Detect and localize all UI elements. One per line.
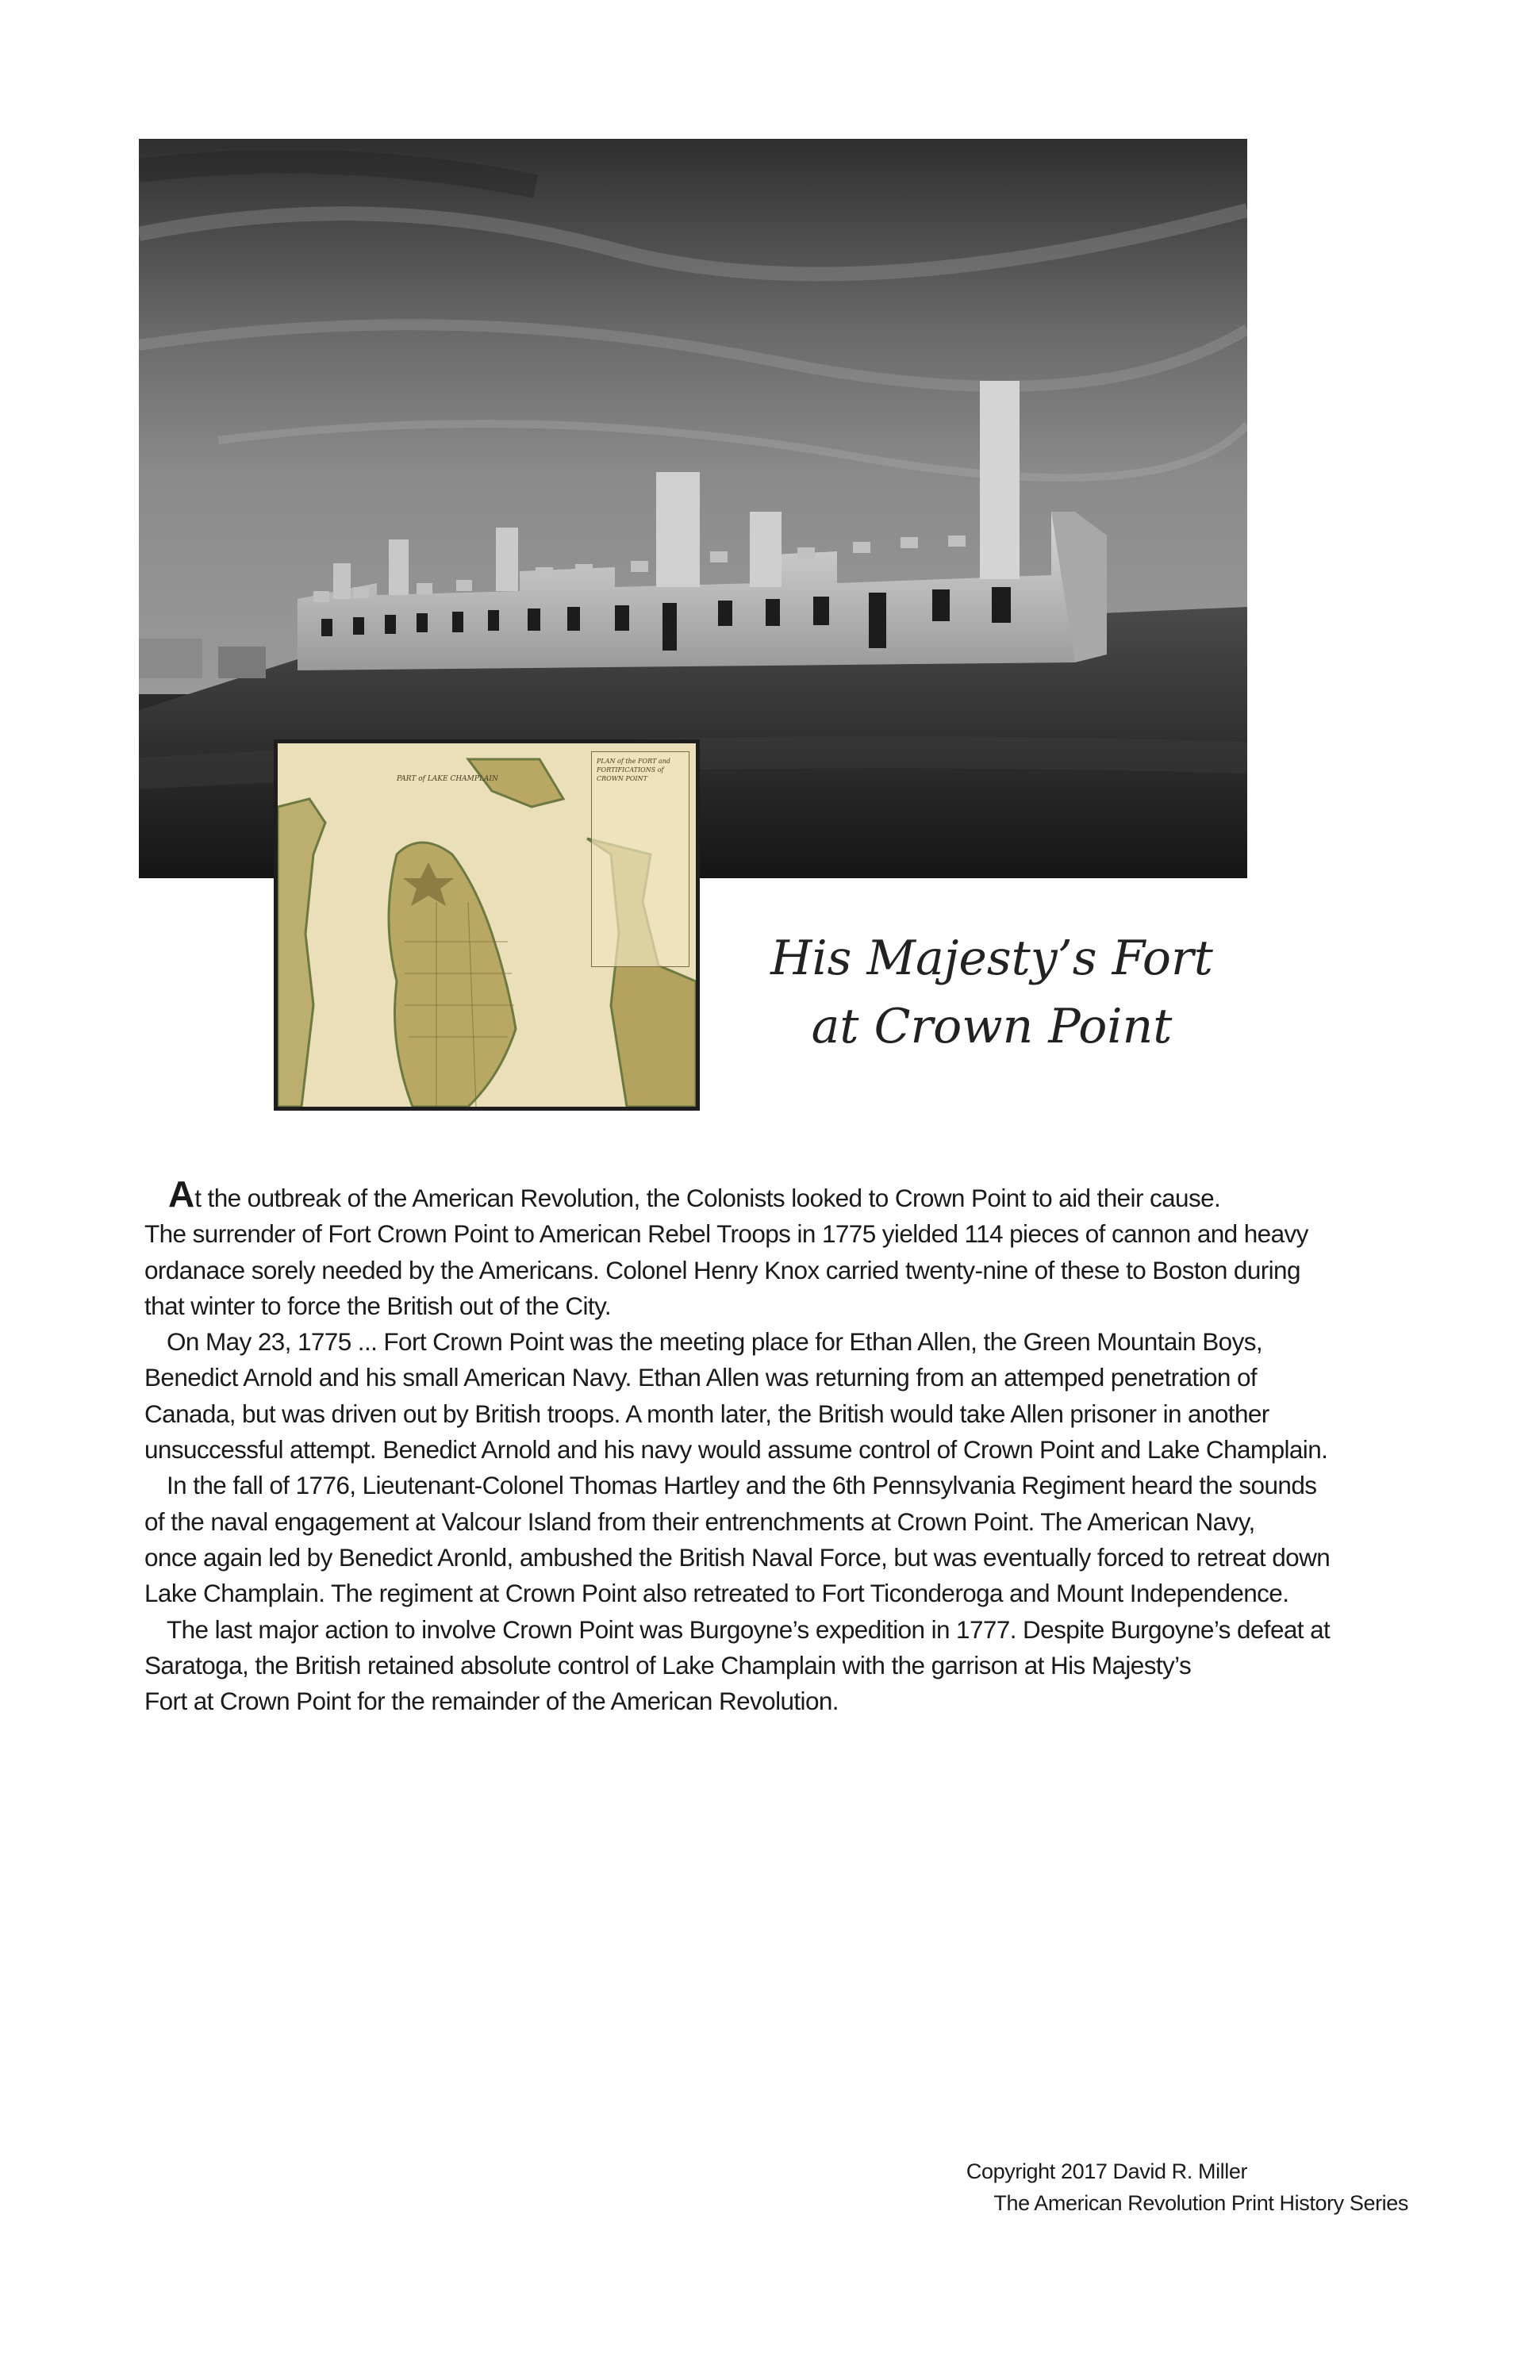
title-line-2: at Crown Point bbox=[811, 999, 1173, 1054]
body-line: The last major action to involve Crown Point was Burgoyne’s expedition in 1777. Despite Burgoyne’s defeat at bbox=[167, 1614, 1331, 1644]
body-line: of the naval engagement at Valcour Island from their entrenchments at Crown Point. The American Navy, bbox=[144, 1507, 1255, 1536]
title-line-1: His Majesty’s Fort bbox=[770, 931, 1213, 986]
body-line: ordanace sorely needed by the Americans. Colonel Henry Knox carried twenty-nine of these to Boston during bbox=[144, 1255, 1300, 1284]
inset-historical-map bbox=[274, 739, 700, 1111]
page-title bbox=[714, 924, 1269, 1061]
drop-cap: A bbox=[168, 1173, 195, 1215]
body-line: Canada, but was driven out by British troops. A month later, the British would take Allen prisoner in another bbox=[144, 1399, 1269, 1428]
body-line: Fort at Crown Point for the remainder of the American Revolution. bbox=[144, 1687, 839, 1716]
body-line bbox=[144, 1173, 1414, 1216]
map-region-label: PART of LAKE CHAMPLAIN bbox=[397, 775, 498, 783]
body-line: Benedict Arnold and his small American Navy. Ethan Allen was returning from an attemped penetration of bbox=[144, 1363, 1258, 1392]
body-line: Lake Champlain. The regiment at Crown Point also retreated to Fort Ticonderoga and Mount Independence. bbox=[144, 1579, 1289, 1608]
body-line: Saratoga, the British retained absolute control of Lake Champlain with the garrison at His Majesty’s bbox=[144, 1650, 1192, 1679]
body-line: In the fall of 1776, Lieutenant-Colonel Thomas Hartley and the 6th Pennsylvania Regiment heard the sounds bbox=[167, 1471, 1317, 1500]
body-line: once again led by Benedict Aronld, ambushed the British Naval Force, but was eventually forced to retreat down bbox=[144, 1542, 1331, 1572]
map-cartouche-title: PLAN of the FORT and FORTIFICATIONS of CROWN POINT bbox=[597, 758, 670, 782]
map-paper bbox=[278, 743, 696, 1107]
series-line: The American Revolution Print History Series bbox=[993, 2191, 1408, 2215]
body-line: unsuccessful attempt. Benedict Arnold and his navy would assume control of Crown Point and Lake Champlain. bbox=[144, 1435, 1328, 1464]
body-line: On May 23, 1775 ... Fort Crown Point was the meeting place for Ethan Allen, the Green Mountain Boys, bbox=[167, 1327, 1263, 1357]
article-body bbox=[144, 1173, 1414, 1719]
body-line-text: t the outbreak of the American Revolution, the Colonists looked to Crown Point to aid their cause. bbox=[194, 1184, 1221, 1212]
copyright-line: Copyright 2017 David R. Miller bbox=[966, 2159, 1248, 2183]
body-line: that winter to force the British out of the City. bbox=[144, 1291, 612, 1320]
map-cartouche bbox=[591, 751, 689, 967]
copyright-footer bbox=[829, 2155, 1408, 2219]
body-line: The surrender of Fort Crown Point to American Rebel Troops in 1775 yielded 114 pieces of cannon and heavy bbox=[144, 1219, 1308, 1249]
